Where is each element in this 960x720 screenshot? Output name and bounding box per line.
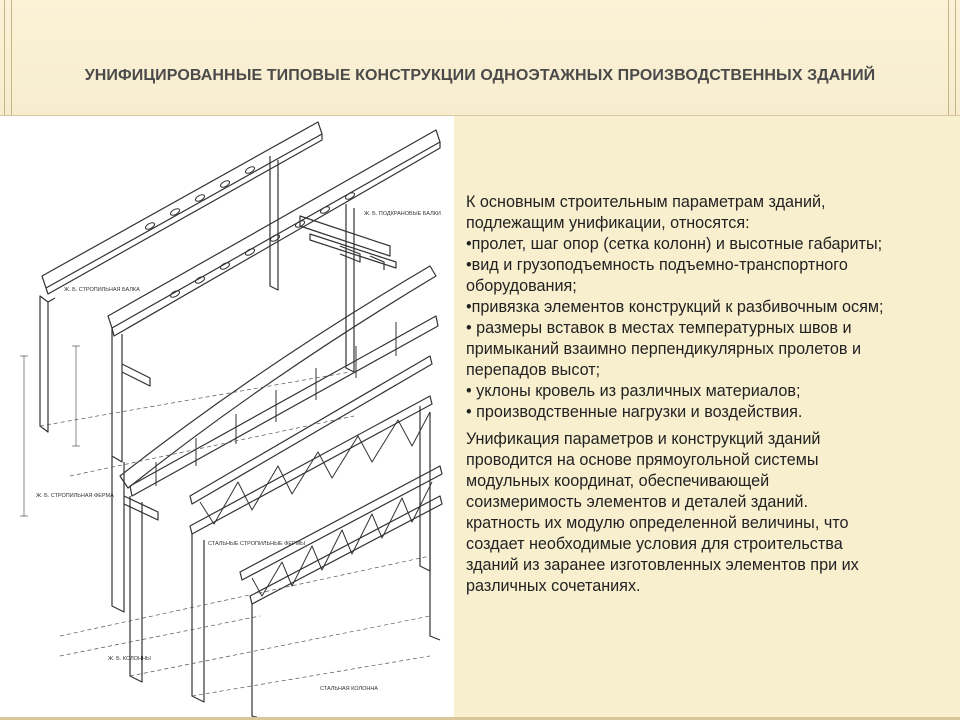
list-item: примыканий взаимно перпендикулярных пролетов и xyxy=(466,340,862,358)
text-line: кратность их модулю определенной величины, что xyxy=(466,514,849,532)
list-item: • уклоны кровель из различных материалов; xyxy=(466,382,801,400)
decor-line xyxy=(4,0,5,116)
slide-title: УНИФИЦИРОВАННЫЕ ТИПОВЫЕ КОНСТРУКЦИИ ОДНОЭТАЖНЫХ ПРОИЗВОДСТВЕННЫХ ЗДАНИЙ xyxy=(84,67,876,84)
label-steel-column: СТАЛЬНАЯ КОЛОННА xyxy=(320,686,378,692)
title-band xyxy=(0,0,960,116)
label-columns: Ж. Б. КОЛОННЫ xyxy=(108,656,151,662)
concrete-truss xyxy=(120,266,438,682)
label-steel-truss: СТАЛЬНЫЕ СТРОПИЛЬНЫЕ ФЕРМЫ xyxy=(208,541,306,547)
list-item: оборудования; xyxy=(466,277,577,295)
decor-line xyxy=(11,0,12,116)
text-line: различных сочетаниях. xyxy=(466,577,641,595)
frame-drawing-svg xyxy=(0,116,454,720)
text-line: проводится на основе прямоугольной системы xyxy=(466,451,819,469)
text-line: соизмеримость элементов и деталей зданий. xyxy=(466,493,808,511)
text-line: зданий из заранее изготовленных элементов при их xyxy=(466,556,859,574)
list-item: •вид и грузоподъемность подъемно-транспортного xyxy=(466,256,848,274)
list-item: •привязка элементов конструкций к разбивочным осям; xyxy=(466,298,884,316)
label-concrete-truss: Ж. Б. СТРОПИЛЬНАЯ ФЕРМА xyxy=(36,493,114,499)
text-line: подлежащим унификации, относятся: xyxy=(466,214,750,232)
text-line: К основным строительным параметрам зданий, xyxy=(466,193,826,211)
steel-truss-2 xyxy=(240,466,442,720)
paragraph-unification xyxy=(466,429,946,597)
label-beam: Ж. Б. СТРОПИЛЬНАЯ БАЛКА xyxy=(64,287,140,293)
upper-beam-frame xyxy=(40,122,440,612)
text-block xyxy=(466,192,946,597)
text-line: создает необходимые условия для строительства xyxy=(466,535,843,553)
text-line: Унификация параметров и конструкций зданий xyxy=(466,430,821,448)
decor-line xyxy=(948,0,949,116)
label-crane-beam: Ж. Б. ПОДКРАНОВЫЕ БАЛКИ xyxy=(364,211,441,217)
list-item: • размеры вставок в местах температурных швов и xyxy=(466,319,852,337)
decor-line xyxy=(955,0,956,116)
structural-drawing xyxy=(0,116,454,720)
list-item: перепадов высот; xyxy=(466,361,601,379)
text-panel xyxy=(454,116,960,720)
list-item: • производственные нагрузки и воздействия. xyxy=(466,403,803,421)
paragraph-parameters xyxy=(466,192,946,423)
list-item: •пролет, шаг опор (сетка колонн) и высотные габариты; xyxy=(466,235,883,253)
text-line: модульных координат, обеспечивающей xyxy=(466,472,770,490)
